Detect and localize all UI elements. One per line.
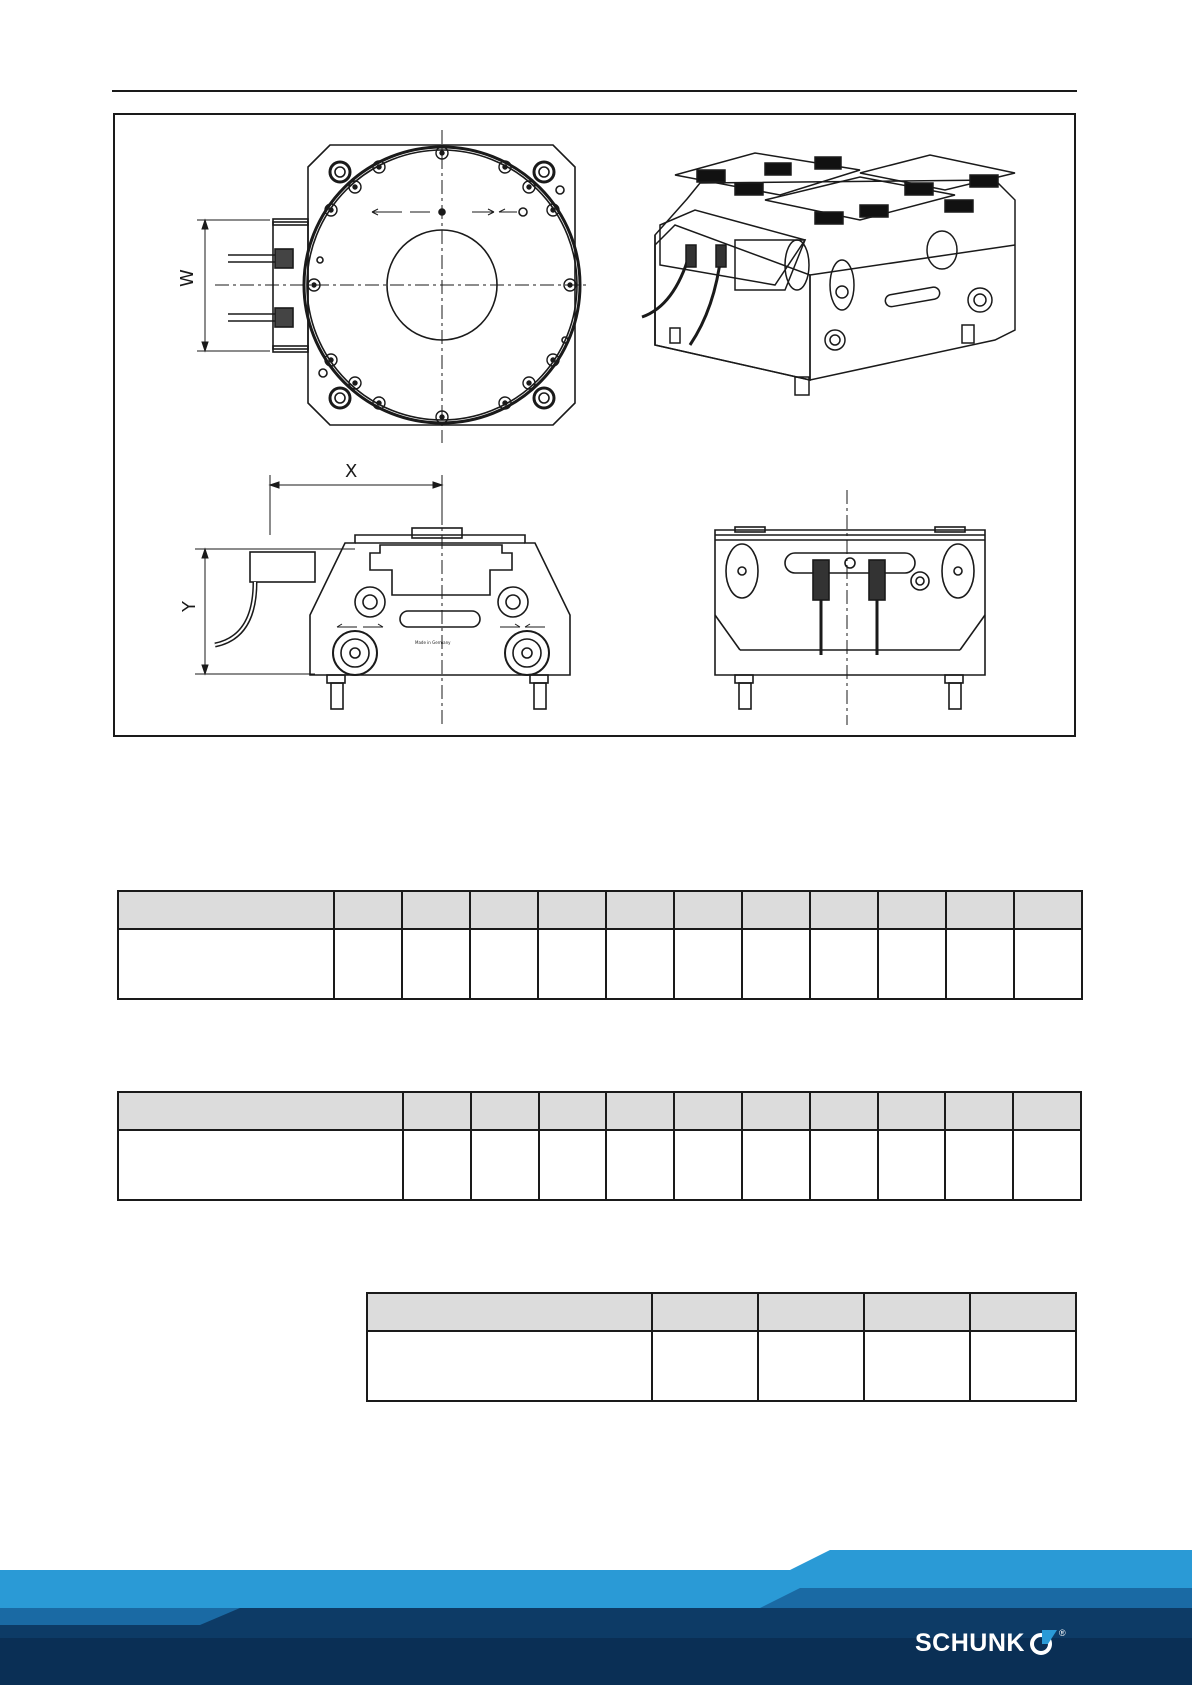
spec-table-3 — [366, 1292, 1077, 1402]
header-cell — [606, 891, 674, 929]
table-cell — [970, 1331, 1076, 1401]
table-cell — [118, 1130, 403, 1200]
side-view — [715, 490, 985, 725]
header-cell — [864, 1293, 970, 1331]
header-cell — [946, 891, 1014, 929]
table-cell — [1013, 1130, 1081, 1200]
made-in-germany-stamp: Made in Germany — [415, 640, 451, 645]
table-row — [118, 1130, 1081, 1200]
table-row — [367, 1331, 1076, 1401]
header-cell — [403, 1092, 471, 1130]
table-cell — [758, 1331, 864, 1401]
table-cell — [538, 929, 606, 999]
table-cell — [367, 1331, 652, 1401]
technical-drawing-frame — [113, 113, 1076, 737]
header-cell — [118, 891, 334, 929]
header-cell — [810, 1092, 878, 1130]
header-cell — [878, 1092, 946, 1130]
header-cell — [878, 891, 946, 929]
spec-table-1 — [117, 890, 1083, 1000]
dimension-label-y: Y — [179, 601, 200, 612]
header-cell — [758, 1293, 864, 1331]
table-cell — [652, 1331, 758, 1401]
table-cell — [864, 1331, 970, 1401]
brand-wordmark: SCHUNK — [915, 1628, 1025, 1657]
table-cell — [606, 929, 674, 999]
table-header-row — [118, 891, 1082, 929]
registered-mark: ® — [1058, 1628, 1066, 1638]
header-cell — [742, 891, 810, 929]
table-cell — [471, 1130, 539, 1200]
table-cell — [539, 1130, 607, 1200]
header-cell — [810, 891, 878, 929]
table-header-row — [367, 1293, 1076, 1331]
header-cell — [402, 891, 470, 929]
table-cell — [334, 929, 402, 999]
isometric-view — [642, 153, 1015, 395]
header-rule — [112, 90, 1077, 92]
table-cell — [810, 1130, 878, 1200]
header-cell — [538, 891, 606, 929]
table-cell — [1014, 929, 1082, 999]
spec-table-2 — [117, 1091, 1082, 1201]
table-row — [118, 929, 1082, 999]
header-cell — [1014, 891, 1082, 929]
header-cell — [118, 1092, 403, 1130]
top-view — [197, 130, 590, 443]
header-cell — [470, 891, 538, 929]
table-cell — [742, 1130, 810, 1200]
header-cell — [652, 1293, 758, 1331]
table-cell — [674, 1130, 742, 1200]
dimension-label-w: W — [177, 269, 198, 287]
header-cell — [334, 891, 402, 929]
table-cell — [606, 1130, 674, 1200]
table-cell — [118, 929, 334, 999]
front-view — [195, 475, 570, 725]
header-cell — [1013, 1092, 1081, 1130]
header-cell — [970, 1293, 1076, 1331]
table-header-row — [118, 1092, 1081, 1130]
header-cell — [606, 1092, 674, 1130]
table-cell — [878, 929, 946, 999]
header-cell — [945, 1092, 1013, 1130]
header-cell — [674, 891, 742, 929]
table-cell — [946, 929, 1014, 999]
footer-band — [0, 1550, 1192, 1685]
table-cell — [945, 1130, 1013, 1200]
table-cell — [402, 929, 470, 999]
table-cell — [878, 1130, 946, 1200]
table-cell — [810, 929, 878, 999]
table-cell — [742, 929, 810, 999]
schunk-logo-icon — [1028, 1628, 1058, 1658]
schunk-logo — [915, 1623, 1066, 1663]
header-cell — [674, 1092, 742, 1130]
table-cell — [403, 1130, 471, 1200]
table-cell — [470, 929, 538, 999]
header-cell — [742, 1092, 810, 1130]
header-cell — [471, 1092, 539, 1130]
technical-drawing — [115, 115, 1078, 739]
dimension-label-x: X — [345, 461, 358, 482]
header-cell — [367, 1293, 652, 1331]
table-cell — [674, 929, 742, 999]
header-cell — [539, 1092, 607, 1130]
